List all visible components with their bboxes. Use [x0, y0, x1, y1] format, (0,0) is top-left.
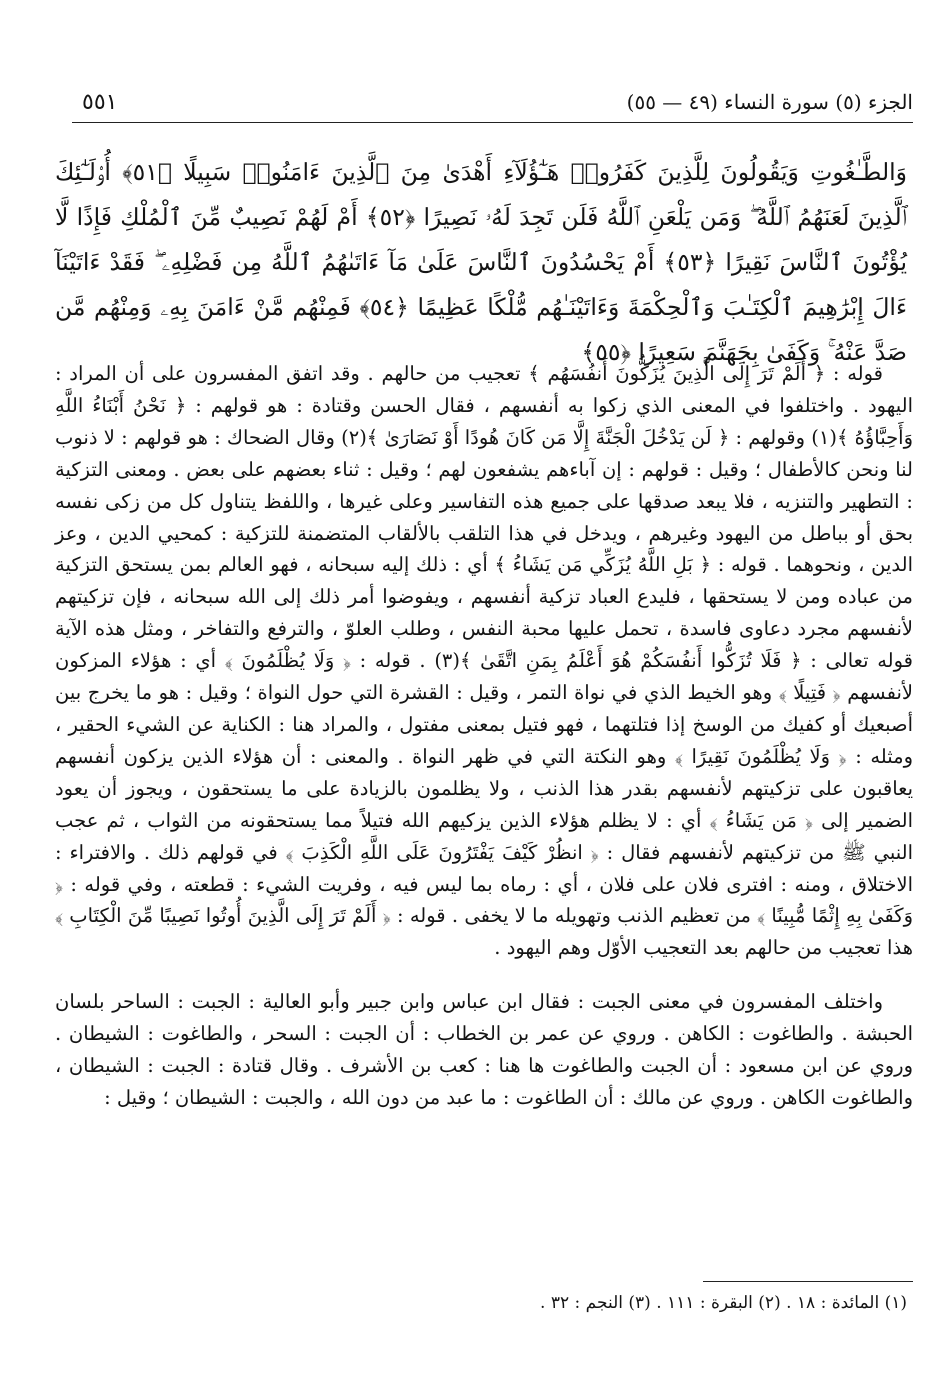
running-title: الجزء (٥) سورة النساء (٤٩ — ٥٥) [626, 90, 913, 114]
footnotes: (١) المائدة : ١٨ . (٢) البقرة : ١١١ . (٣) النجم : ٣٢ . [540, 1293, 907, 1313]
quran-verses: وَالطَّـٰغُوتِ وَيَقُولُونَ لِلَّذِينَ كَفَرُوا۟ هَـٰٓؤُلَآءِ أَهْدَىٰ مِنَ ٱلَّذِينَ ءَامَنُوا۟ سَبِيلًا ﴿٥١﴾ أُو۟لَـٰٓئِكَ ٱلَّذِينَ لَعَنَهُمُ ٱللَّهُ ۖ وَمَن يَلْعَنِ ٱللَّهُ فَلَن تَجِدَ لَهُۥ نَصِيرًا ﴿٥٢﴾ أَمْ لَهُمْ نَصِيبٌ مِّنَ ٱلْمُلْكِ فَإِذًا لَّا يُؤْتُونَ ٱلنَّاسَ نَقِيرًا ﴿٥٣﴾ أَمْ يَحْسُدُونَ ٱلنَّاسَ عَلَىٰ مَآ ءَاتَىٰهُمُ ٱللَّهُ مِن فَضْلِهِۦ ۖ فَقَدْ ءَاتَيْنَآ ءَالَ إِبْرَٰهِيمَ ٱلْكِتَـٰبَ وَٱلْحِكْمَةَ وَءَاتَيْنَـٰهُم مُّلْكًا عَظِيمًا ﴿٥٤﴾ فَمِنْهُم مَّنْ ءَامَنَ بِهِۦ وَمِنْهُم مَّن صَدَّ عَنْهُ ۚ وَكَفَىٰ بِجَهَنَّمَ سَعِيرًا ﴿٥٥﴾ [55, 158, 907, 366]
commentary-paragraph: واختلف المفسرون في معنى الجبت : فقال ابن عباس وابن جبير وأبو العالية : الجبت : الساحر بلسان الحبشة . والطاغوت : الكاهن . وروي عن عمر بن الخطاب : أن الجبت : السحر ، والطاغوت : الشيطان . وروي عن ابن مسعود : أن الجبت والطاغوت ها هنا : كعب بن الأشرف . وقال قتادة : الجبت : الشيطان ، والطاغوت الكاهن . وروي عن مالك : أن الطاغوت : ما عبد من دون الله ، والجبت : الشيطان ؛ وقيل : [55, 990, 913, 1109]
page-header [72, 88, 913, 123]
commentary-text [55, 358, 913, 1114]
page-number: ٥٥١ [82, 90, 118, 115]
commentary-paragraph: قوله : ﴿ أَلَمْ تَرَ إِلَى الَّذِينَ يُزَكُّونَ أَنفُسَهُم ﴾ تعجيب من حالهم . وقد اتفق المفسرون على أن المراد : اليهود . واختلفوا في المعنى الذي زكوا به أنفسهم ، فقال الحسن وقتادة : هو قولهم : ﴿ نَحْنُ أَبْنَاءُ اللَّهِ وَأَحِبَّاؤُهُ ﴾(١) وقولهم : ﴿ لَن يَدْخُلَ الْجَنَّةَ إِلَّا مَن كَانَ هُودًا أَوْ نَصَارَىٰ ﴾(٢) وقال الضحاك : هو قولهم : لا ذنوب لنا ونحن كالأطفال ؛ وقيل : قولهم : إن آباءهم يشفعون لهم ؛ وقيل : ثناء بعضهم على بعض . ومعنى التزكية : التطهير والتنزيه ، فلا يبعد صدقها على جميع هذه التفاسير وعلى غيرها ، واللفظ يتناول كل من زكى نفسه بحق أو بباطل من اليهود وغيرهم ، ويدخل في هذا التلقب بالألقاب المتضمنة للتزكية : كمحيي الدين ، وعز الدين ، ونحوهما . قوله : ﴿ بَلِ اللَّهُ يُزَكِّي مَن يَشَاءُ ﴾ أي : ذلك إليه سبحانه ، فهو العالم بمن يستحق التزكية من عباده ومن لا يستحقها ، فليدع العباد تزكية أنفسهم ، ويفوضوا أمر ذلك إلى الله سبحانه ، فإن تزكيتهم لأنفسهم مجرد دعاوى فاسدة ، تحمل عليها محبة النفس ، وطلب العلوّ ، والترفع والتفاخر ، ومثل هذه الآية قوله تعالى : ﴿ فَلَا تُزَكُّوا أَنفُسَكُمْ هُوَ أَعْلَمُ بِمَنِ اتَّقَىٰ ﴾(٣) . قوله : ﴿ وَلَا يُظْلَمُونَ ﴾ أي : هؤلاء المزكون لأنفسهم ﴿ فَتِيلًا ﴾ وهو الخيط الذي في نواة التمر ، وقيل : القشرة التي حول النواة ؛ وقيل : هو ما يخرج بين أصبعيك أو كفيك من الوسخ إذا فتلتهما ، فهو فتيل بمعنى مفتول ، والمراد هنا : الكناية عن الشيء الحقير ، ومثله : ﴿ وَلَا يُظْلَمُونَ نَقِيرًا ﴾ وهو النكتة التي في ظهر النواة . والمعنى : أن هؤلاء الذين يزكون أنفسهم يعاقبون على تزكيتهم لأنفسهم بقدر هذا الذنب ، ولا يظلمون بالزيادة على ما يستحقون ، ويجوز أن يعود الضمير إلى ﴿ مَن يَشَاءُ ﴾ أي : لا يظلم هؤلاء الذين يزكيهم الله فتيلاً مما يستحقونه من الثواب ، ثم عجب النبي ﷺ من تزكيتهم لأنفسهم فقال : ﴿ انظُرْ كَيْفَ يَفْتَرُونَ عَلَى اللَّهِ الْكَذِبَ ﴾ في قولهم ذلك . والافتراء : الاختلاق ، ومنه : افترى فلان على فلان ، أي : رماه بما ليس فيه ، وفريت الشيء : قطعته ، وفي قوله : ﴿ وَكَفَىٰ بِهِ إِثْمًا مُّبِينًا ﴾ من تعظيم الذنب وتهويله ما لا يخفى . قوله : ﴿ أَلَمْ تَرَ إِلَى الَّذِينَ أُوتُوا نَصِيبًا مِّنَ الْكِتَابِ ﴾ هذا تعجيب من حالهم بعد التعجيب الأوّل وهم اليهود . [55, 362, 913, 960]
footnote-divider [703, 1281, 913, 1282]
